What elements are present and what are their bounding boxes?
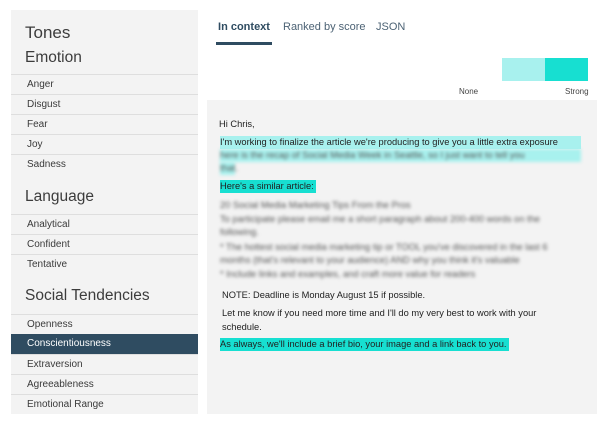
sidebar-item-disgust[interactable]: Disgust [11,94,198,114]
sidebar-item-confident[interactable]: Confident [11,234,198,254]
legend-high-label: Strong [565,87,589,96]
document-panel [207,100,597,414]
sidebar-item-agreeableness[interactable]: Agreeableness [11,374,198,394]
blurred-text-line: months (that's relevant to your audience) AND why you think it's valuable [220,255,520,265]
blurred-text-line: To participate please email me a short paragraph about 200-400 words on the [220,214,540,224]
sidebar-item-analytical[interactable]: Analytical [11,214,198,234]
help-text-line: Let me know if you need more time and I'll do my very best to work with your [222,308,537,318]
sidebar-item-joy[interactable]: Joy [11,134,198,154]
blurred-text-line: * The hottest social media marketing tip or TOOL you've discovered in the last 6 [220,242,548,252]
analyzed-text [207,100,597,414]
tones-sidebar [11,10,198,414]
legend-swatch-strong [545,58,588,81]
sentence-highlight: here is the recap of Social Media Week in Seattle, so I just want to tell you [220,149,581,162]
greeting-line: Hi Chris, [219,119,255,129]
sentence-highlight-strong: As always, we'll include a brief bio, your image and a link back to you. [220,339,507,349]
sidebar-item-conscientiousness[interactable]: Conscientiousness [11,334,198,354]
tab-ranked-by-score[interactable]: Ranked by score [283,21,366,33]
sentence-highlight: I'm working to finalize the article we're producing to give you a little extra exposure [220,136,581,149]
sidebar-item-tentative[interactable]: Tentative [11,254,198,274]
sidebar-title: Tones [25,23,71,42]
section-language-heading: Language [25,188,94,205]
sidebar-item-openness[interactable]: Openness [11,314,198,334]
legend-swatch-medium [502,58,545,81]
section-emotion-heading: Emotion [25,49,82,66]
sidebar-item-anger[interactable]: Anger [11,74,198,94]
blurred-text-line: 20 Social Media Marketing Tips From the Pros [220,200,411,210]
blurred-text-line: * Include links and examples, and craft more value for readers [220,269,476,279]
tab-in-context[interactable]: In context [216,10,272,45]
sentence-highlight-strong: Here's a similar article: [220,181,314,191]
sentence-highlight: that. [220,163,239,173]
sidebar-item-emotional-range[interactable]: Emotional Range [11,394,198,414]
view-tabs [207,10,597,45]
sidebar-item-fear[interactable]: Fear [11,114,198,134]
legend-low-label: None [459,87,479,96]
sidebar-item-extraversion[interactable]: Extraversion [11,354,198,374]
deadline-note: NOTE: Deadline is Monday August 15 if possible. [222,290,426,300]
tab-json[interactable]: JSON [376,21,406,33]
sidebar-item-sadness[interactable]: Sadness [11,154,198,174]
help-text-line: schedule. [222,322,262,332]
blurred-text-line: following. [220,227,259,237]
legend-swatch-none [459,58,502,81]
section-social-tendencies-heading: Social Tendencies [25,287,150,304]
